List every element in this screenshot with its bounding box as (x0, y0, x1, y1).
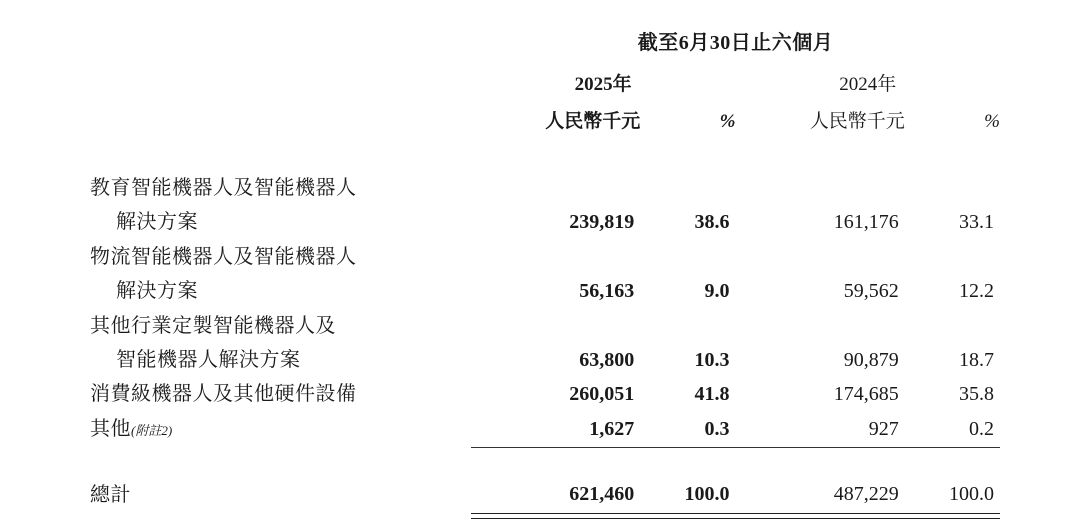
row-label-line2-text: 解決方案 (116, 211, 198, 234)
row-label-line2-text: 智能機器人解決方案 (116, 348, 301, 371)
row-prior-amount: 174,685 (833, 383, 899, 406)
row-prior-amount: 927 (868, 417, 899, 440)
row-current-amount: 56,163 (579, 280, 635, 303)
year-header-row (90, 69, 1000, 106)
table-row (90, 309, 1000, 343)
row-prior-amount: 161,176 (833, 211, 899, 234)
row-label-line1: 消費級機器人及其他硬件設備 (90, 383, 357, 406)
total-current-percent: 100.0 (684, 483, 730, 506)
row-prior-amount: 90,879 (843, 348, 899, 371)
unit-prior-amount: 人民幣千元 (809, 111, 905, 132)
period-header-spacer (90, 26, 471, 69)
unit-current-percent: % (719, 111, 736, 132)
total-prior-percent: 100.0 (949, 483, 994, 506)
row-current-percent: 41.8 (694, 383, 730, 406)
unit-current-amount: 人民幣千元 (545, 111, 641, 132)
table-row (90, 274, 1000, 308)
row-label-line2-text: 解決方案 (116, 280, 198, 303)
total-row (90, 478, 1000, 513)
row-prior-percent: 35.8 (959, 383, 994, 406)
row-current-amount: 260,051 (569, 383, 635, 406)
row-label-line1 (90, 412, 471, 446)
row-current-percent: 38.6 (694, 211, 730, 234)
period-header-row (90, 26, 1000, 69)
table-row (90, 343, 1000, 377)
row-prior-percent: 18.7 (959, 348, 994, 371)
table-row (90, 205, 1000, 239)
row-label-line1: 物流智能機器人及智能機器人 (90, 245, 357, 268)
row-label-note: (附註2) (131, 422, 173, 438)
header-body-spacer (90, 137, 1000, 171)
row-label-line2 (90, 343, 471, 377)
unit-header-row (90, 106, 1000, 137)
year-current: 2025年 (574, 74, 632, 95)
row-current-percent: 9.0 (704, 280, 730, 303)
row-prior-percent: 33.1 (959, 211, 994, 234)
table-row (90, 377, 1000, 411)
table-row (90, 412, 1000, 446)
year-prior: 2024年 (839, 74, 897, 95)
row-current-amount: 1,627 (589, 417, 635, 440)
unit-prior-percent: % (984, 111, 1000, 132)
total-prior-amount: 487,229 (833, 483, 899, 506)
row-label-line2 (90, 205, 471, 239)
row-current-percent: 0.3 (704, 417, 730, 440)
row-current-amount: 239,819 (569, 211, 635, 234)
period-header-label: 截至6月30日止六個月 (637, 32, 834, 54)
row-label-line2 (90, 274, 471, 308)
total-current-amount: 621,460 (569, 483, 635, 506)
row-prior-percent: 12.2 (959, 280, 994, 303)
row-label-line1: 教育智能機器人及智能機器人 (90, 177, 357, 199)
total-label: 總計 (90, 483, 131, 506)
unit-header-spacer (90, 106, 471, 137)
total-spacer (90, 448, 1000, 479)
row-label-line1: 其他行業定製智能機器人及 (90, 314, 336, 337)
financial-table (90, 26, 1000, 519)
row-current-percent: 10.3 (694, 348, 730, 371)
row-prior-amount: 59,562 (843, 280, 899, 303)
total-double-rule (90, 513, 1000, 518)
row-prior-percent: 0.2 (969, 417, 994, 440)
year-header-spacer (90, 69, 471, 106)
row-label-text: 其他 (90, 417, 131, 440)
table-row (90, 240, 1000, 274)
table-row (90, 171, 1000, 205)
row-current-amount: 63,800 (579, 348, 635, 371)
